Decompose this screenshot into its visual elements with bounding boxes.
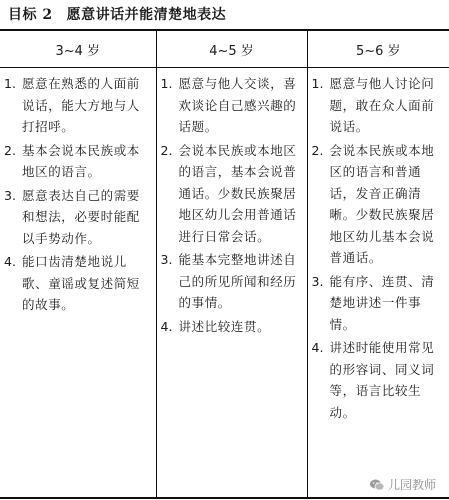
age-header-5-6: 5~6 岁: [307, 30, 449, 68]
item-text: 能基本完整地讲述自己的所见所闻和经历的事情。: [178, 252, 297, 310]
age-header-4-5: 4~5 岁: [156, 30, 307, 68]
item-text: 会说本民族或本地区的语言，基本会说普通话。少数民族聚居地区幼儿会用普通话进行日常会话。: [178, 142, 297, 244]
item-text: 愿意在熟悉的人面前说话，能大方地与人打招呼。: [22, 76, 140, 134]
column-4-5: [156, 68, 307, 499]
item-number: 4.: [311, 340, 324, 355]
item-number: 3.: [160, 252, 173, 267]
list-item: [161, 249, 301, 314]
item-number: 4.: [4, 254, 16, 269]
watermark-text: 儿园教师: [387, 478, 436, 492]
item-number: 4.: [160, 318, 173, 334]
item-text: 讲述比较连贯。: [178, 318, 271, 334]
item-number: 3.: [4, 187, 16, 203]
list-item: [4, 185, 150, 250]
list-item: [4, 140, 150, 183]
item-text: 愿意与他人交谈，喜欢谈论自己感兴趣的话题。: [178, 76, 297, 134]
goal-label: 目标 2: [8, 7, 53, 23]
item-number: 1.: [311, 76, 324, 91]
item-text: 会说本民族或本地区的语言和普通话，发音正确清晰。少数民族聚居地区幼儿基本会说普通话。: [329, 142, 435, 265]
item-number: 2.: [4, 142, 16, 158]
list-item: [161, 316, 301, 338]
age-header-3-4: 3~4 岁: [0, 30, 156, 68]
item-number: 2.: [311, 142, 324, 158]
list-item: [4, 251, 150, 316]
item-text: 讲述时能使用常见的形容词、同义词等，语言比较生动。: [329, 340, 435, 420]
column-3-4: [0, 68, 156, 499]
item-number: 1.: [4, 76, 16, 91]
list-item: [161, 73, 301, 138]
wechat-logo-icon: [369, 477, 385, 493]
header-row: [0, 30, 449, 68]
item-text: 愿意表达自己的需要和想法，必要时能配以手势动作。: [22, 187, 140, 246]
item-text: 基本会说本民族或本地区的语言。: [22, 142, 140, 179]
item-text: 能口齿清楚地说儿歌、童谣或复述简短的故事。: [22, 254, 140, 312]
list-item: [312, 73, 444, 138]
list-item: [312, 271, 444, 336]
item-text: 能有序、连贯、清楚地讲述一件事情。: [329, 273, 435, 332]
goal-text: 愿意讲话并能清楚地表达: [66, 7, 227, 23]
list-item: [4, 73, 150, 138]
list-item: [312, 140, 444, 269]
item-number: 3.: [311, 273, 324, 289]
list-item: [161, 140, 301, 248]
goal-title: [8, 4, 226, 24]
list-item: [312, 337, 444, 423]
content-row: [0, 68, 449, 499]
goal-table: [0, 29, 449, 499]
item-number: 2.: [160, 142, 173, 158]
column-5-6: [307, 68, 449, 499]
item-text: 愿意与他人讨论问题，敢在众人面前说话。: [329, 76, 435, 134]
item-number: 1.: [160, 76, 173, 91]
watermark: [366, 475, 439, 494]
